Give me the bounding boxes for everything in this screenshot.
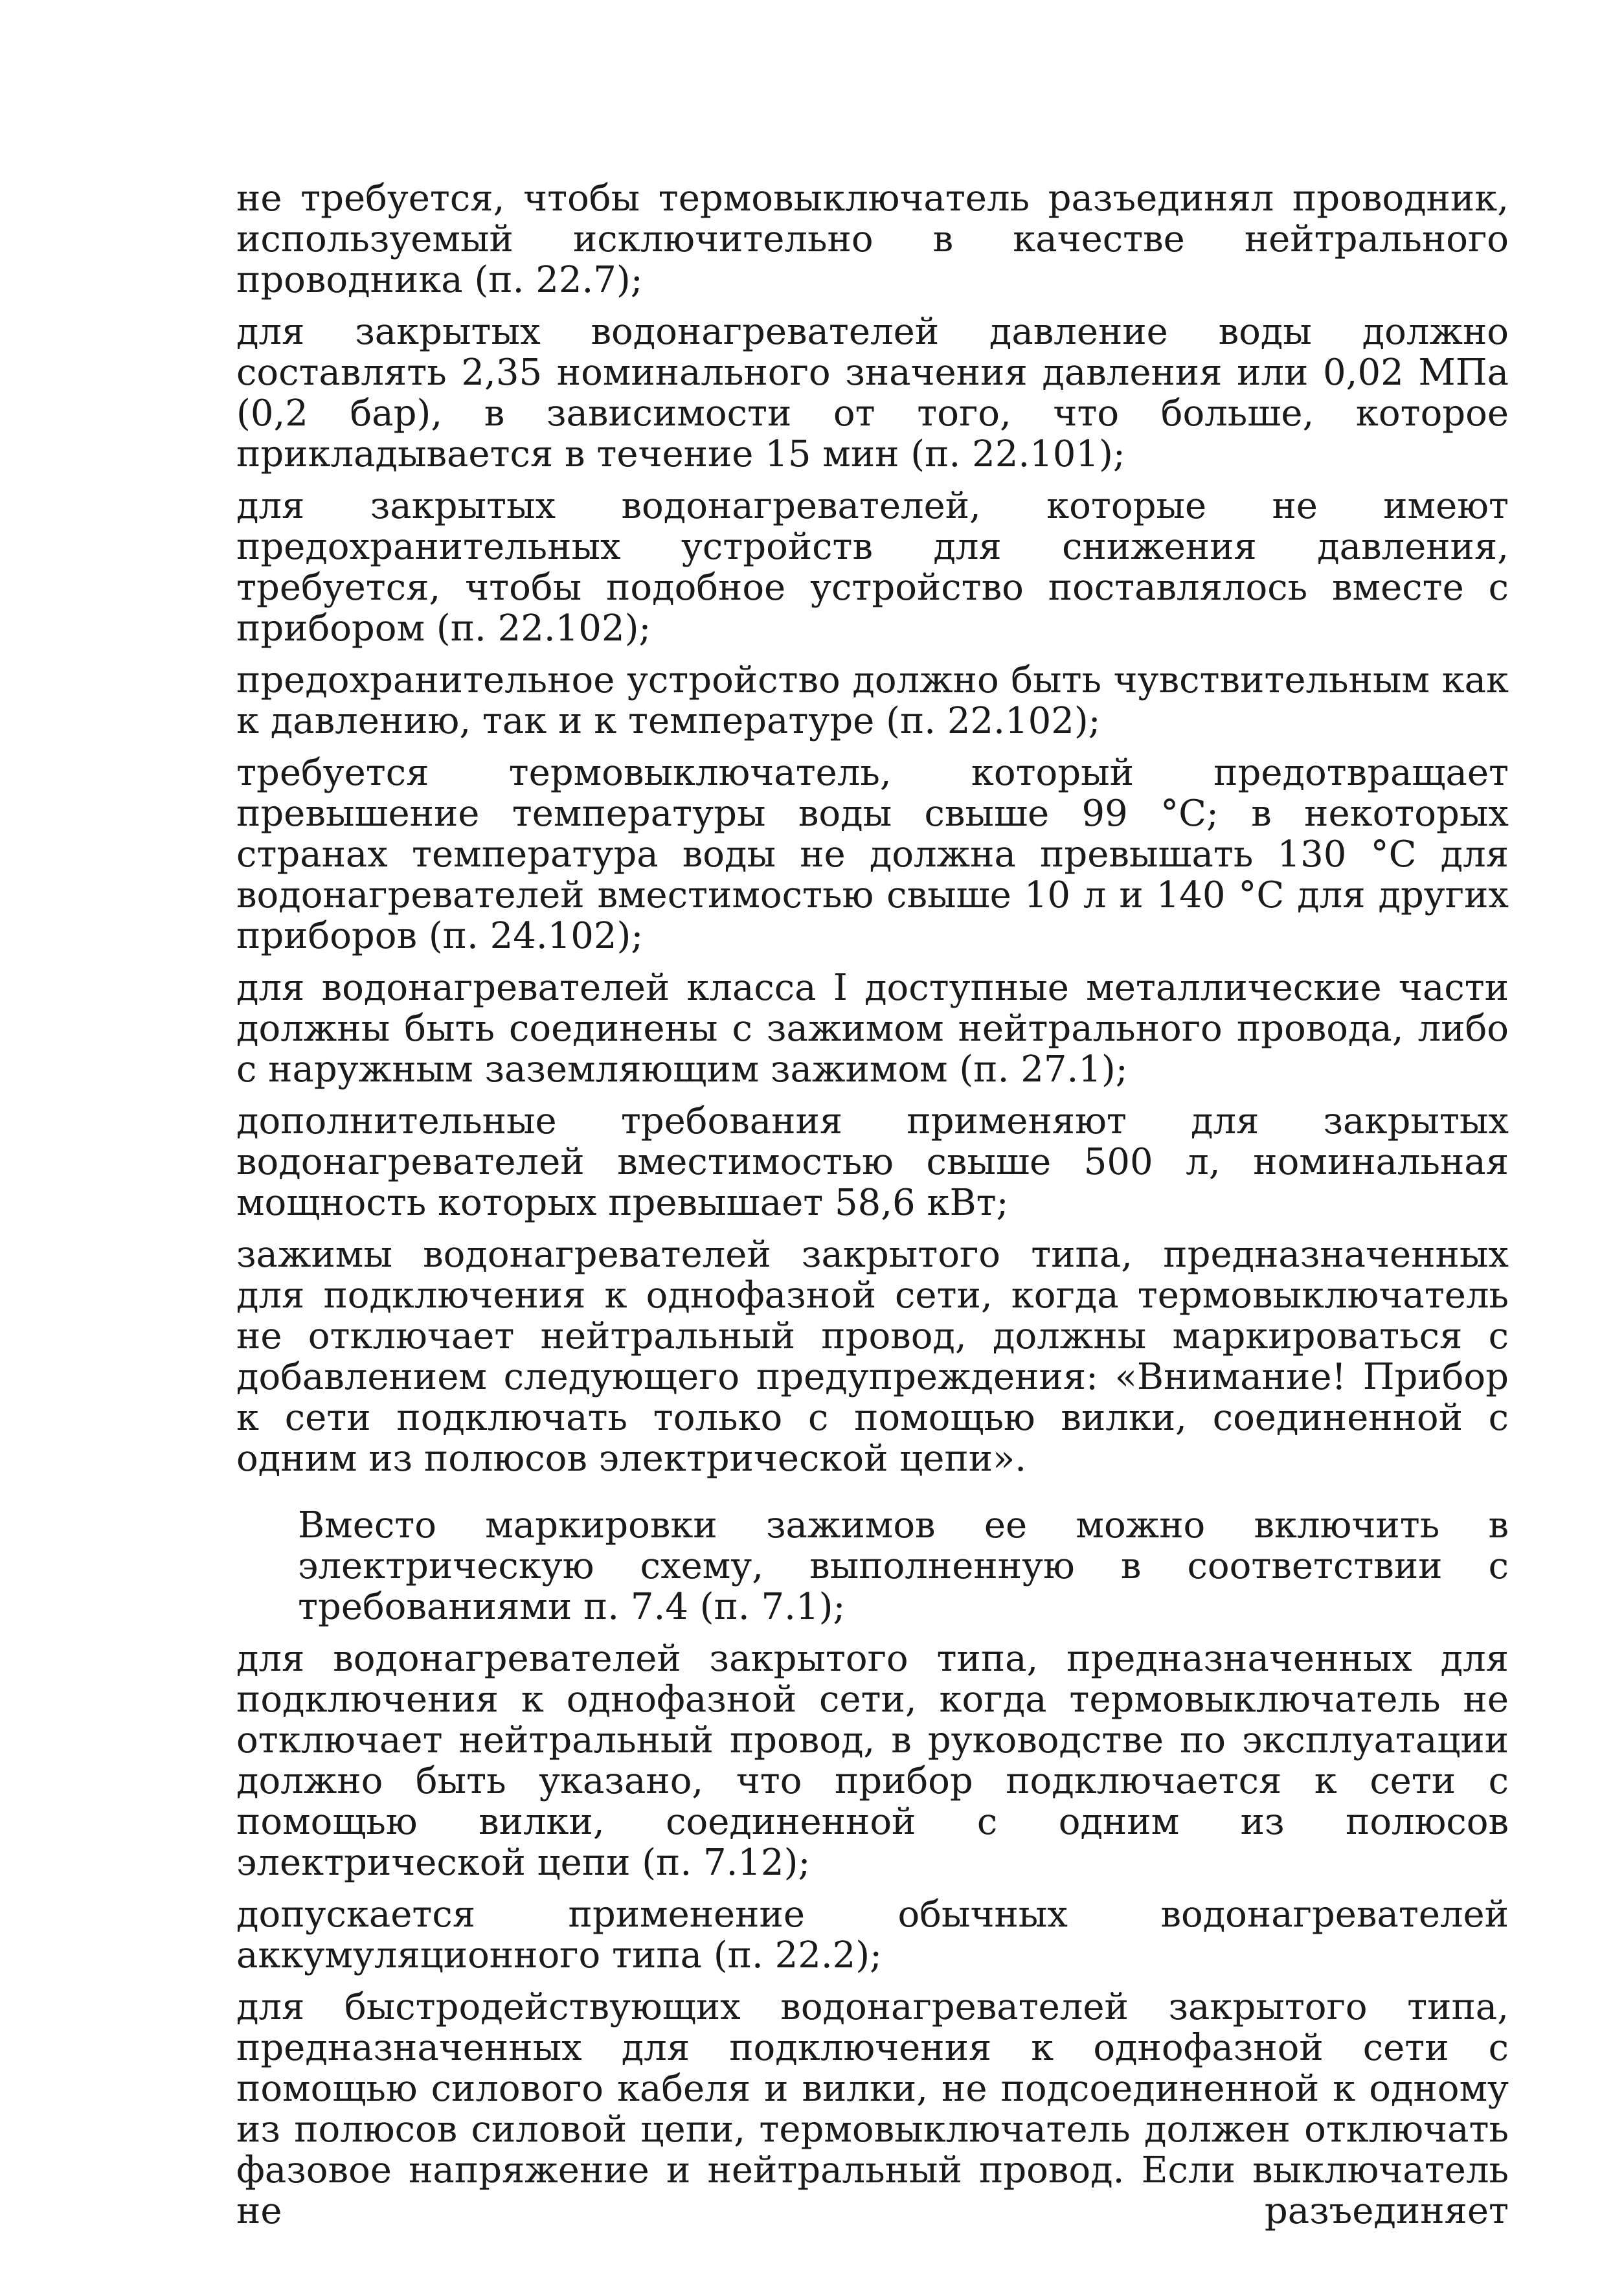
paragraph-12: для быстродействующих водонагревателей закрытого типа, предназначенных для подключения к однофазной сети с помощью силового кабеля и вилки, не подсоединенной к одному из полюсов силовой цепи, термовыключатель должен отключать фазовое напряжение и нейтральный провод. Если выключатель не разъединяет bbox=[236, 1986, 1509, 2232]
paragraph-5: требуется термовыключатель, который предотвращает превышение температуры воды свыше 99 °С; в некоторых странах температура воды не должна превышать 130 °С для водонагревателей вместимостью свыше 10 л и 140 °С для других приборов (п. 24.102); bbox=[236, 752, 1509, 957]
paragraph-1: не требуется, чтобы термовыключатель разъединял проводник, используемый исключительно в качестве нейтрального проводника (п. 22.7); bbox=[236, 177, 1509, 301]
document-body bbox=[236, 178, 1509, 2243]
paragraph-8: зажимы водонагревателей закрытого типа, предназначенных для подключения к однофазной сети, когда термовыключатель не отключает нейтральный провод, должны маркироваться с добавлением следующего предупреждения: «Внимание! Прибор к сети подключать только с помощью вилки, соединенной с одним из полюсов электрической цепи». bbox=[236, 1234, 1509, 1480]
paragraph-3: для закрытых водонагревателей, которые не имеют предохранительных устройств для снижения давления, требуется, чтобы подобное устройство поставлялось вместе с прибором (п. 22.102); bbox=[236, 485, 1509, 650]
paragraph-10: для водонагревателей закрытого типа, предназначенных для подключения к однофазной сети, когда термовыключатель не отключает нейтральный провод, в руководстве по эксплуатации должно быть указано, что прибор подключается к сети с помощью вилки, соединенной с одним из полюсов электрической цепи (п. 7.12); bbox=[236, 1638, 1509, 1884]
paragraph-4: предохранительное устройство должно быть чувствительным как к давлению, так и к температуре (п. 22.102); bbox=[236, 659, 1509, 742]
paragraph-2: для закрытых водонагревателей давление воды должно составлять 2,35 номинального значения давления или 0,02 МПа (0,2 бар), в зависимости от того, что больше, которое прикладывается в течение 15 мин (п. 22.101); bbox=[236, 311, 1509, 475]
paragraph-7: дополнительные требования применяют для закрытых водонагревателей вместимостью свыше 500 л, номинальная мощность которых превышает 58,6 кВт; bbox=[236, 1100, 1509, 1224]
paragraph-9: Вместо маркировки зажимов ее можно включить в электрическую схему, выполненную в соответствии с требованиями п. 7.4 (п. 7.1); bbox=[298, 1504, 1509, 1628]
paragraph-11: допускается применение обычных водонагревателей аккумуляционного типа (п. 22.2); bbox=[236, 1894, 1509, 1976]
paragraph-6: для водонагревателей класса I доступные металлические части должны быть соединены с зажимом нейтрального провода, либо с наружным заземляющим зажимом (п. 27.1); bbox=[236, 967, 1509, 1091]
